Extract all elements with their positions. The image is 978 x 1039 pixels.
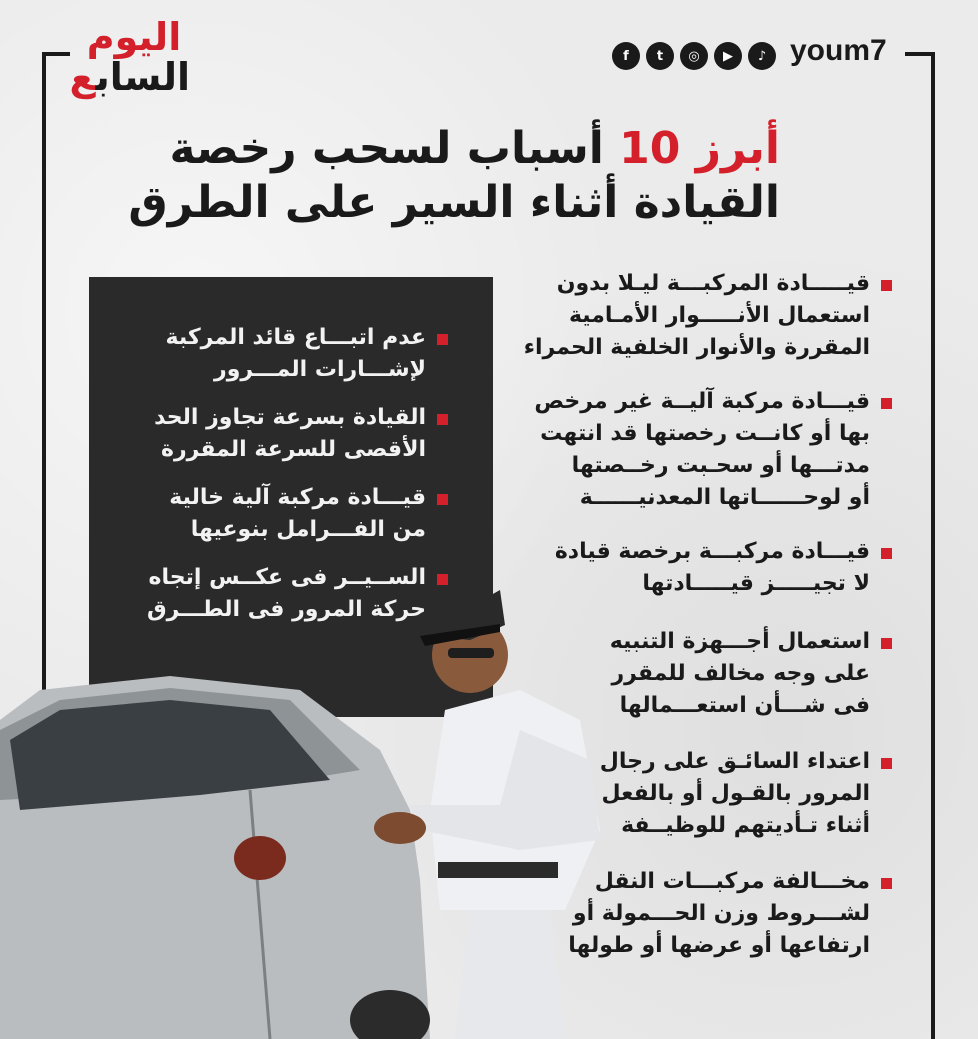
instagram-icon[interactable]: ◎ (680, 42, 708, 70)
driver-head (234, 836, 286, 880)
red-square-bullet-icon (437, 574, 448, 585)
red-square-bullet-icon (881, 638, 892, 649)
list-item-text: استعمال أجـــهزة التنبيه على وجه مخالف للمقرر فى شـــأن استعـــمالها (609, 629, 870, 718)
list-item (520, 746, 892, 842)
facebook-icon[interactable]: f (612, 42, 640, 70)
red-square-bullet-icon (881, 758, 892, 769)
list-item-text: عدم اتبـــاع قائد المركبة لإشـــارات المـــرور (165, 325, 426, 382)
list-item (520, 536, 892, 600)
title-line-1-rest: أسباب لسحب رخصة (169, 123, 620, 174)
youm7-logo (69, 14, 190, 100)
frame-right-line (931, 52, 935, 1039)
social-icons-bar (612, 38, 776, 74)
list-item (130, 482, 448, 546)
red-square-bullet-icon (881, 280, 892, 291)
youtube-icon[interactable]: ▶ (714, 42, 742, 70)
list-item (520, 866, 892, 962)
logo-line-2 (69, 54, 190, 100)
red-square-bullet-icon (881, 878, 892, 889)
red-square-bullet-icon (437, 334, 448, 345)
frame-corner-top-left (42, 52, 70, 56)
list-item (520, 268, 892, 364)
red-square-bullet-icon (437, 414, 448, 425)
tiktok-icon[interactable]: ♪ (748, 42, 776, 70)
list-item (520, 386, 892, 514)
red-square-bullet-icon (881, 398, 892, 409)
brand-name: youm7 (790, 34, 887, 67)
officer-sunglasses (448, 648, 494, 658)
list-item-text: قيـــادة مركبـــة برخصة قيادة لا تجيـــــز قيـــــادتها (554, 539, 870, 596)
list-item-text: القيادة بسرعة تجاوز الحد الأقصى للسرعة المقررة (154, 405, 426, 462)
list-item (130, 402, 448, 466)
title-line-1 (120, 122, 780, 176)
logo-word-seventh-part: الساب (95, 55, 190, 99)
list-item-text: قيـــــادة المركبـــة ليـلا بدون استعمال الأنـــــوار الأمـامية المقررة والأنوار الخلفية الحمراء (523, 271, 870, 360)
officer-hands (374, 812, 426, 844)
left-reasons-list (130, 322, 448, 626)
list-item (130, 562, 448, 626)
logo-word-seventh-red: ع (69, 55, 96, 99)
title-highlight: أبرز 10 (619, 123, 780, 174)
list-item-text: مخـــالفة مركبـــات النقل لشـــروط وزن الحـــمولة أو ارتفاعها أو عرضها أو طولها (568, 869, 870, 958)
list-item-text: اعتداء السائـق على رجال المرور بالقـول أو بالفعل أثناء تـأديتهم للوظيــفة (599, 749, 870, 838)
list-item-text: قيـــادة مركبة آلية خالية من الفـــرامل بنوعيها (169, 485, 426, 542)
list-item-text: قيـــادة مركبة آليــة غير مرخص بها أو كانــت رخصتها قد انتهت مدتـــها أو سحـبت رخــصتها أو لوحــــــاتها المعدنيــــــة (534, 389, 870, 510)
page-title (120, 122, 780, 230)
logo-word-today: اليوم (86, 15, 182, 59)
title-line-2: القيادة أثناء السير على الطرق (128, 177, 780, 228)
list-item (130, 322, 448, 386)
red-square-bullet-icon (881, 548, 892, 559)
right-reasons-list (520, 268, 892, 962)
twitter-icon[interactable]: t (646, 42, 674, 70)
list-item-text: الســيــر فى عكــس إتجاه حركة المرور فى الطـــرق (146, 565, 426, 622)
list-item (520, 626, 892, 722)
red-square-bullet-icon (437, 494, 448, 505)
